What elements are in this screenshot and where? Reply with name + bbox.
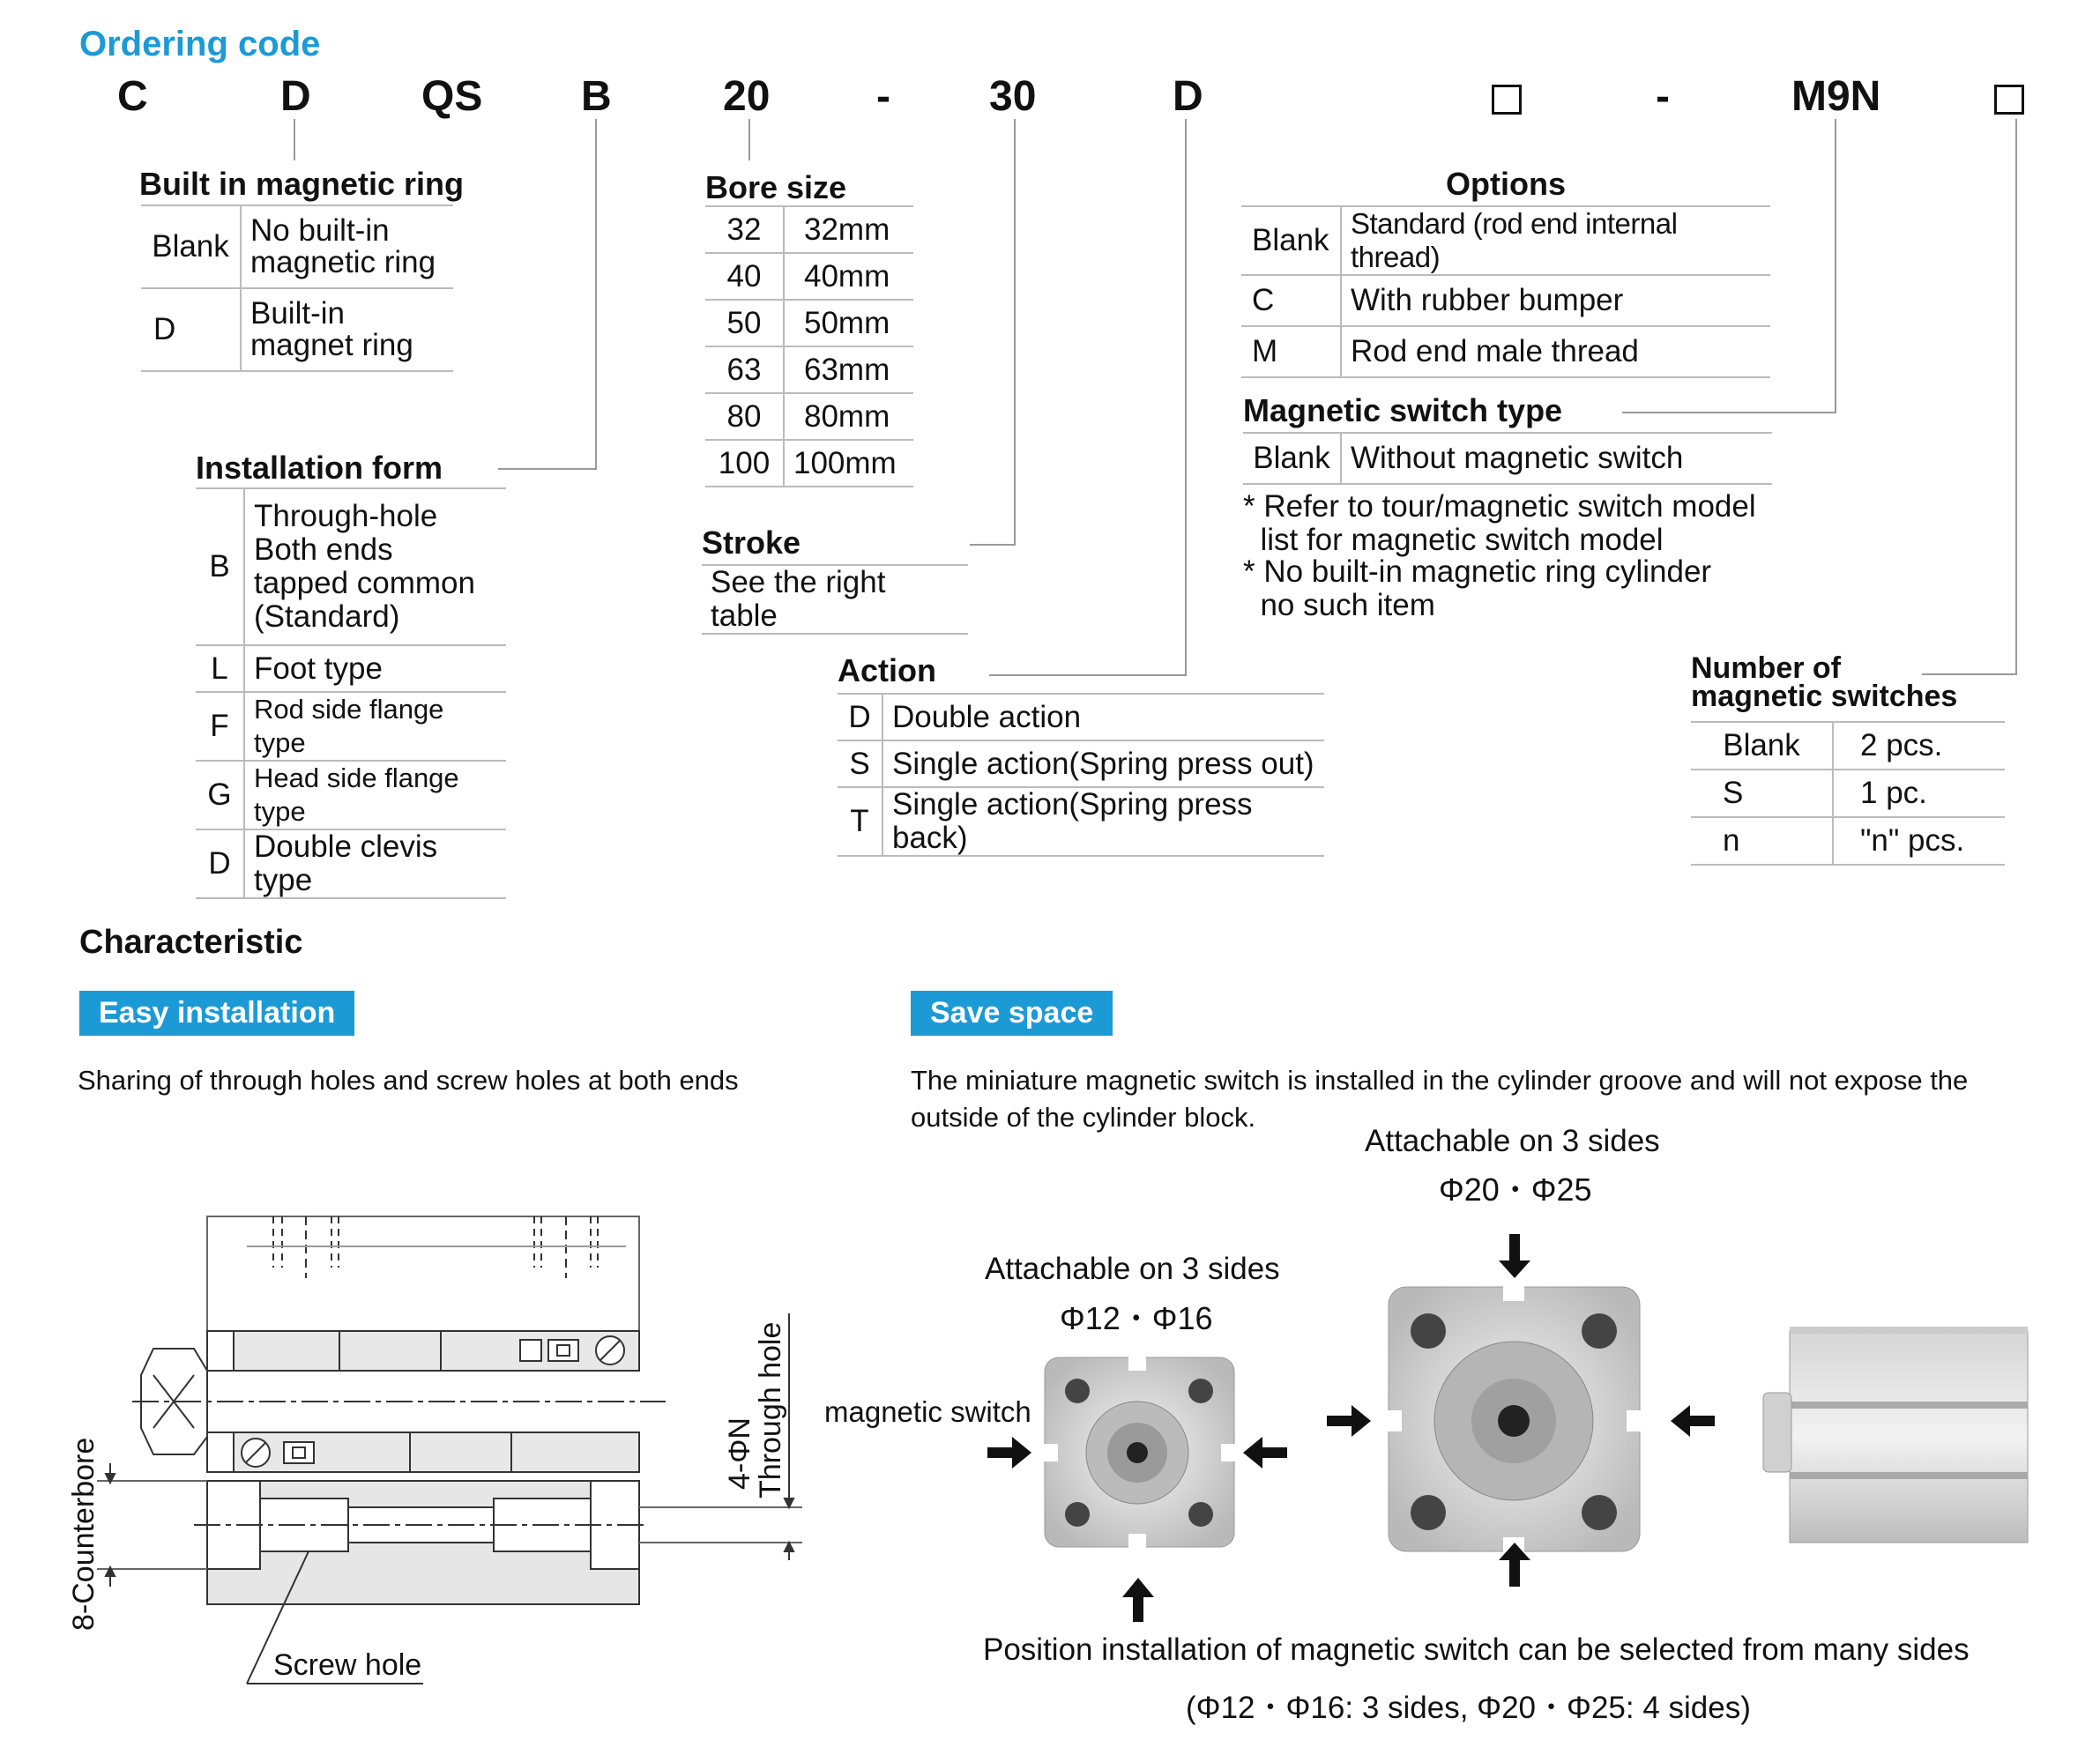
code-dash-2: - [1656, 73, 1670, 120]
cap-top-line2: Φ20・Φ25 [1439, 1171, 1592, 1208]
table-row: 40 40mm [705, 253, 913, 300]
easy-installation-text: Sharing of through holes and screw holes at both ends [78, 1065, 739, 1096]
code-dash-1: - [876, 73, 890, 120]
row-value: Through-hole Both ends tapped common (Standard) [244, 488, 506, 645]
cylinder-photos [970, 1216, 2045, 1631]
cap-top-line1: Attachable on 3 sides [1365, 1124, 1660, 1158]
ordering-title: Ordering code [79, 25, 321, 63]
row-value: No built-in magnetic ring [241, 205, 453, 288]
bottom-caption-2: (Φ12・Φ16: 3 sides, Φ20・Φ25: 4 sides) [1186, 1691, 1751, 1725]
table-row: G Head side flange type [196, 761, 506, 829]
options-title: Options [1446, 166, 1566, 202]
switch-note-2: list for magnetic switch model [1243, 523, 1664, 557]
table-row: B Through-hole Both ends tapped common (Standard) [196, 488, 506, 645]
table-row: 80 80mm [705, 393, 913, 440]
side-cylinder-photo [1763, 1327, 2028, 1543]
easy-installation-tag: Easy installation [79, 991, 354, 1036]
action-table [838, 693, 1324, 857]
table-row: 100 100mm [705, 440, 913, 487]
table-row: Blank Without magnetic switch [1243, 433, 1772, 484]
row-value: Built-in magnet ring [241, 288, 453, 371]
table-row [141, 205, 453, 288]
code-b: B [581, 73, 612, 120]
table-row: Blank Standard (rod end internal thread) [1241, 206, 1770, 275]
table-row: D Double clevis type [196, 829, 506, 898]
save-space-tag: Save space [911, 991, 1113, 1036]
table-row: 32 32mm [705, 206, 913, 253]
save-space-text: The miniature magnetic switch is installed in the cylinder groove and will not expose the outside of the cylinder block. [911, 1065, 1969, 1133]
table-row: n "n" pcs. [1691, 817, 2005, 865]
table-row: L Foot type [196, 645, 506, 692]
options-table [1241, 205, 1770, 378]
switch-note-1: * Refer to tour/magnetic switch model [1243, 489, 1756, 524]
code-qs: QS [421, 73, 483, 120]
large-cylinder-photo [1382, 1282, 1646, 1557]
table-row: C With rubber bumper [1241, 275, 1770, 326]
code-action: D [1173, 73, 1203, 120]
small-cylinder-photo [1040, 1353, 1239, 1551]
code-bore: 20 [723, 73, 771, 120]
switch-type-title: Magnetic switch type [1243, 392, 1563, 428]
code-c: C [117, 73, 148, 120]
switch-type-table [1243, 432, 1772, 485]
num-switches-table [1691, 721, 2005, 866]
table-row: 63 63mm [705, 346, 913, 393]
label-through-1: 4-ΦN [723, 1417, 756, 1490]
code-switch: M9N [1791, 73, 1881, 120]
bottom-caption-1: Position installation of magnetic switch can be selected from many sides [983, 1632, 1970, 1667]
magnetic-ring-table [141, 205, 453, 372]
switch-note-3: * No built-in magnetic ring cylinder [1243, 554, 1712, 589]
bore-table [705, 205, 913, 487]
cap-left-line2: Φ12・Φ16 [1060, 1300, 1213, 1336]
table-row: D Double action [838, 694, 1324, 740]
table-row: F Rod side flange type [196, 692, 506, 761]
table-row [141, 288, 453, 371]
magnetic-switch-label: magnetic switch [824, 1395, 1031, 1428]
stroke-table [702, 564, 968, 635]
label-counterbore: 8-Counterbore [67, 1437, 101, 1631]
magnetic-ring-title: Built in magnetic ring [139, 166, 465, 202]
table-row: See the right table [702, 565, 968, 634]
row-key: D [141, 288, 241, 371]
label-screw-hole: Screw hole [273, 1648, 422, 1682]
code-stroke: 30 [989, 73, 1037, 120]
characteristic-title: Characteristic [79, 924, 303, 961]
row-key: Blank [141, 205, 241, 288]
switch-note-4: no such item [1243, 588, 1435, 622]
table-row: S Single action(Spring press out) [838, 740, 1324, 787]
installation-title: Installation form [196, 450, 443, 486]
cap-left-line1: Attachable on 3 sides [985, 1252, 1280, 1286]
code-d: D [280, 73, 311, 120]
installation-table [196, 487, 506, 899]
table-row: M Rod end male thread [1241, 326, 1770, 377]
table-row: 50 50mm [705, 300, 913, 346]
bore-title: Bore size [705, 169, 847, 205]
table-row: S 1 pc. [1691, 770, 2005, 817]
action-title: Action [838, 652, 936, 688]
table-row: Blank 2 pcs. [1691, 722, 2005, 770]
label-through-2: Through hole [754, 1321, 787, 1498]
cylinder-drawing [62, 1199, 838, 1692]
num-switches-title: Number of magnetic switches [1691, 651, 1958, 713]
stroke-title: Stroke [702, 524, 801, 561]
table-row: T Single action(Spring press back) [838, 787, 1324, 856]
